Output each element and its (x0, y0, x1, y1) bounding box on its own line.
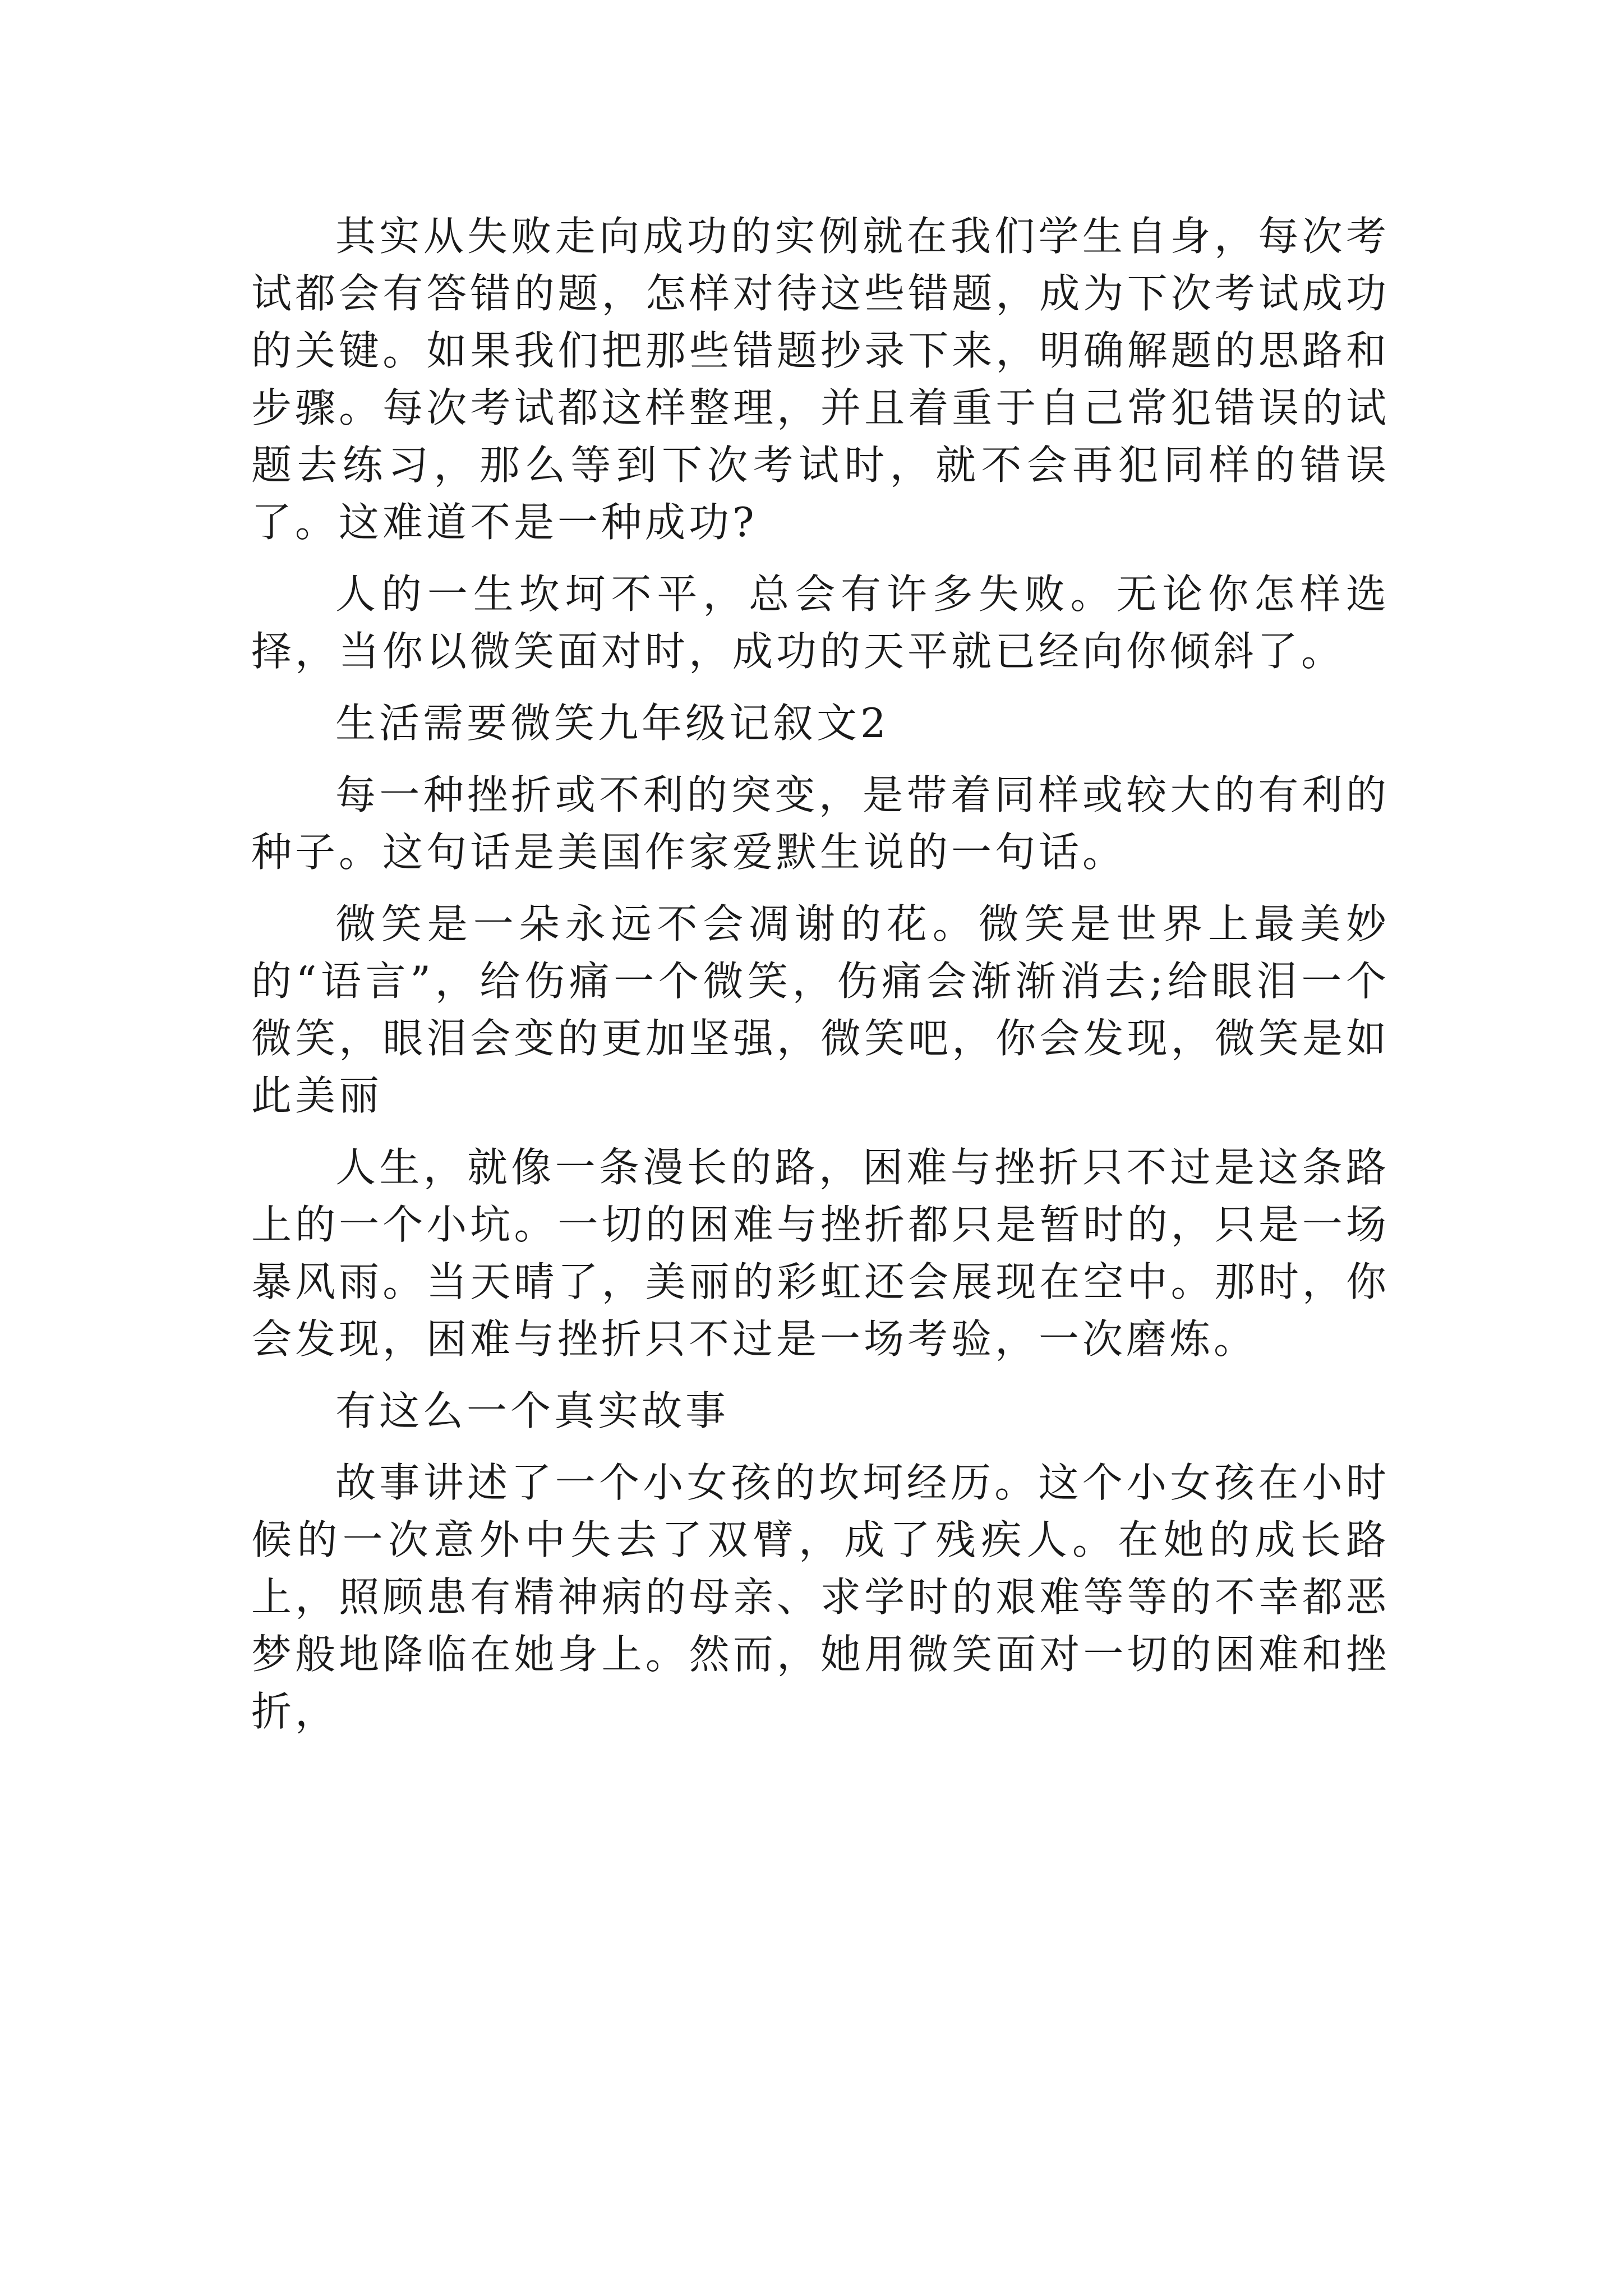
paragraph-4: 微笑是一朵永远不会凋谢的花。微笑是世界上最美妙的“语言”，给伤痛一个微笑，伤痛会渐渐消去;给眼泪一个微笑，眼泪会变的更加坚强，微笑吧，你会发现，微笑是如此美丽 (251, 900, 1390, 1119)
paragraph-7: 故事讲述了一个小女孩的坎坷经历。这个小女孩在小时候的一次意外中失去了双臂，成了残疾人。在她的成长路上，照顾患有精神病的母亲、求学时的艰难等等的不幸都恶梦般地降临在她身上。然而，她用微笑面对一切的困难和挫折， (251, 1459, 1390, 1735)
paragraph-3: 每一种挫折或不利的突变，是带着同样或较大的有利的种子。这句话是美国作家爱默生说的一句话。 (251, 771, 1390, 876)
paragraph-5: 人生，就像一条漫长的路，困难与挫折只不过是这条路上的一个小坑。一切的困难与挫折都只是暂时的，只是一场暴风雨。当天晴了，美丽的彩虹还会展现在空中。那时，你会发现，困难与挫折只不过是一场考验，一次磨炼。 (251, 1144, 1390, 1363)
section-title: 生活需要微笑九年级记叙文2 (335, 700, 889, 747)
paragraph-1: 其实从失败走向成功的实例就在我们学生自身，每次考试都会有答错的题，怎样对待这些错题，成为下次考试成功的关键。如果我们把那些错题抄录下来，明确解题的思路和步骤。每次考试都这样整理，并且着重于自己常犯错误的试题去练习，那么等到下次考试时，就不会再犯同样的错误了。这难道不是一种成功? (251, 213, 1390, 546)
paragraph-2: 人的一生坎坷不平，总会有许多失败。无论你怎样选择，当你以微笑面对时，成功的天平就已经向你倾斜了。 (251, 570, 1390, 675)
paragraph-6: 有这么一个真实故事 (335, 1387, 730, 1434)
document-body (251, 208, 1390, 1740)
